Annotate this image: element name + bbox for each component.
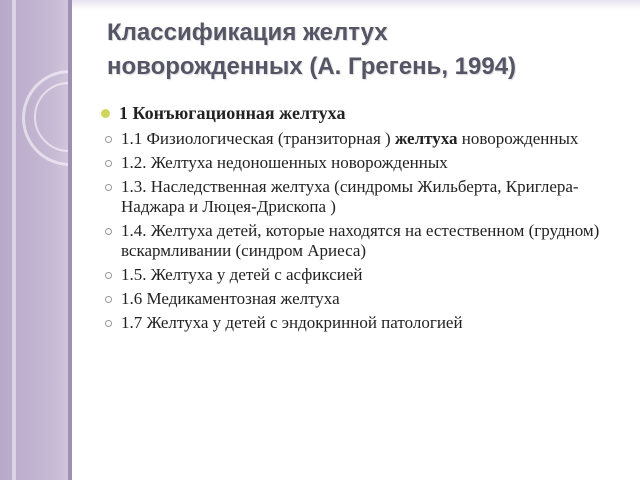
sub-item-4-text: 1.4. Желтуха детей, которые находятся на естественном (грудном) вскармливании (синдром Ариеса) bbox=[121, 221, 600, 260]
slide-content bbox=[101, 101, 601, 337]
bullet-circle-icon bbox=[105, 272, 112, 279]
sub-item-1-bold-word: желтуха bbox=[394, 129, 458, 148]
sub-list-item bbox=[101, 153, 601, 173]
bullet-circle-icon bbox=[105, 184, 112, 191]
sub-item-3-text: 1.3. Наследственная желтуха (синдромы Жильберта, Криглера-Наджара и Люцея-Дрископа ) bbox=[121, 177, 579, 216]
bullet-circle-icon bbox=[105, 320, 112, 327]
sub-item-7-text: 1.7 Желтуха у детей с эндокринной патологией bbox=[121, 313, 463, 332]
sub-item-2-text: 1.2. Желтуха недоношенных новорожденных bbox=[121, 153, 448, 172]
decorative-sidebar bbox=[0, 0, 72, 480]
sidebar-edge bbox=[68, 0, 72, 480]
sub-item-1-text-end: новорожденных bbox=[457, 129, 579, 148]
main-list-item bbox=[101, 101, 601, 125]
bullet-circle-icon bbox=[105, 160, 112, 167]
sub-list-item bbox=[101, 313, 601, 333]
sub-list bbox=[101, 129, 601, 333]
bullet-dot-icon bbox=[101, 109, 110, 118]
slide-title-line-1: Классификация желтух bbox=[107, 19, 388, 46]
slide-title-line-2: новорожденных (А. Грегень, 1994) bbox=[107, 53, 517, 80]
sub-list-item bbox=[101, 177, 601, 217]
sub-list-item bbox=[101, 265, 601, 285]
sub-list-item bbox=[101, 129, 601, 149]
sidebar-stripe bbox=[12, 0, 16, 480]
main-list-item-label: 1 Конъюгационная желтуха bbox=[119, 103, 346, 123]
sub-item-1-text-start: 1.1 Физиологическая (транзиторная ) bbox=[121, 129, 395, 148]
slide-title bbox=[107, 16, 627, 84]
sub-item-6-text: 1.6 Медикаментозная желтуха bbox=[121, 289, 340, 308]
bullet-circle-icon bbox=[105, 136, 112, 143]
top-gradient-bar bbox=[72, 0, 640, 10]
bullet-circle-icon bbox=[105, 296, 112, 303]
sub-list-item bbox=[101, 289, 601, 309]
sub-list-item bbox=[101, 221, 601, 261]
bullet-circle-icon bbox=[105, 228, 112, 235]
sub-item-5-text: 1.5. Желтуха у детей с асфиксией bbox=[121, 265, 363, 284]
